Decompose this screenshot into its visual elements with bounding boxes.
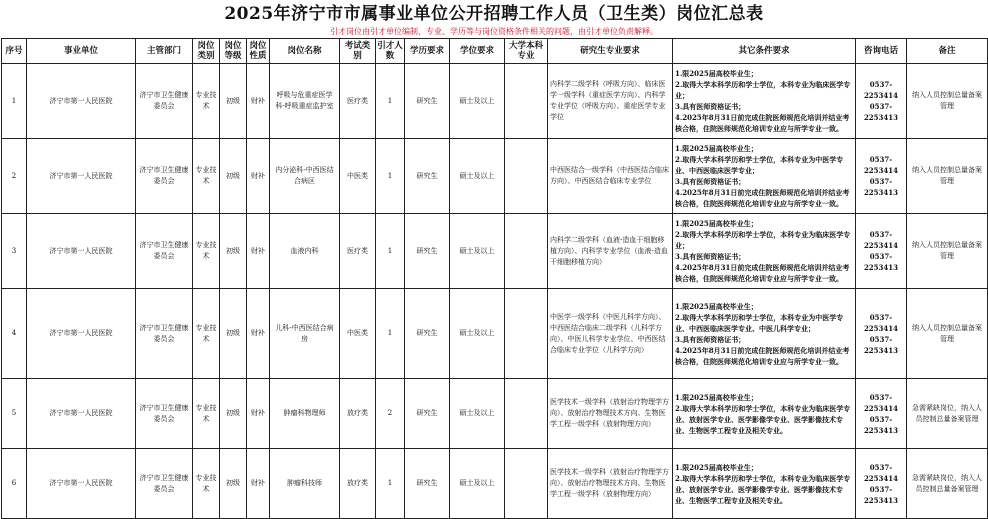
phone-line: 0537-2253413 xyxy=(863,177,899,197)
cell-position: 呼吸与危重症医学科-呼吸重症监护室 xyxy=(270,64,340,139)
other-line: 4.2025年8月31日前完成住院医师规范化培训并结业考核合格，住院医师规范化培训专业应与所学专业一致。 xyxy=(675,113,850,133)
cell-degree: 硕士及以上 xyxy=(450,214,505,289)
cell-education: 研究生 xyxy=(405,64,450,139)
cell-other xyxy=(673,289,856,379)
cell-unit: 济宁市第一人民医院 xyxy=(27,64,136,139)
cell-nature: 财补 xyxy=(247,379,270,449)
cell-phone xyxy=(856,449,907,519)
cell-exam: 中医类 xyxy=(340,139,376,214)
cell-unit: 济宁市第一人民医院 xyxy=(27,289,136,379)
cell-remark: 急需紧缺岗位，纳入人员控制总量备案管理 xyxy=(907,449,988,519)
cell-position: 肿瘤科技师 xyxy=(270,449,340,519)
other-line: 2.取得大学本科学历和学士学位，本科专业为临床医学专业； xyxy=(675,80,851,100)
cell-level: 初级 xyxy=(220,214,247,289)
cell-remark: 纳入人员控制总量备案管理 xyxy=(907,139,988,214)
cell-exam: 放疗类 xyxy=(340,379,376,449)
cell-unit: 济宁市第一人民医院 xyxy=(27,214,136,289)
cell-grad-major: 医学技术一级学科（放射治疗物理学方向）、放射治疗物理技术方向、生物医学工程一级学科（放射物理方向） xyxy=(548,379,673,449)
cell-dept: 济宁市卫生健康委员会 xyxy=(136,139,193,214)
other-line: 1.限2025届高校毕业生； xyxy=(675,462,758,472)
cell-dept: 济宁市卫生健康委员会 xyxy=(136,289,193,379)
page-title: 2025年济宁市市属事业单位公开招聘工作人员（卫生类）岗位汇总表 xyxy=(224,4,764,24)
cell-no: 3 xyxy=(2,214,27,289)
cell-level: 初级 xyxy=(220,139,247,214)
cell-exam: 中医类 xyxy=(340,289,376,379)
cell-grad-major: 内科学二级学科（呼吸方向）、临床医学一级学科（重症医学方向）、内科学专业学位（呼吸方向）、重症医学专业学位 xyxy=(548,64,673,139)
phone-line: 0537-2253414 xyxy=(863,312,899,333)
header-no: 序号 xyxy=(2,39,27,64)
cell-position: 内分泌科-中西医结合病区 xyxy=(270,139,340,214)
other-line: 4.2025年8月31日前完成住院医师规范化培训并结业考核合格，住院医师规范化培训专业应与所学专业一致。 xyxy=(675,263,850,283)
other-line: 1.限2025届高校毕业生； xyxy=(675,69,758,78)
cell-other xyxy=(673,139,856,214)
cell-dept: 济宁市卫生健康委员会 xyxy=(136,214,193,289)
cell-grad-major: 中医学一级学科（中医儿科学方向）、中西医结合临床二级学科（儿科学方向）、中医儿科学专业学位、中西医结合临床专业学位（儿科学方向） xyxy=(548,289,673,379)
cell-category: 专业技术 xyxy=(193,289,220,379)
cell-exam: 医疗类 xyxy=(340,64,376,139)
other-line: 4.2025年8月31日前完成住院医师规范化培训并结业考核合格，住院医师规范化培训专业应与所学专业一致。 xyxy=(675,345,850,366)
other-line: 3.具有医师资格证书； xyxy=(675,334,746,344)
cell-exam: 放疗类 xyxy=(340,449,376,519)
cell-position: 肿瘤科物理师 xyxy=(270,379,340,449)
cell-education: 研究生 xyxy=(405,139,450,214)
other-line: 3.具有医师资格证书； xyxy=(675,252,746,261)
header-exam: 考试类别 xyxy=(340,39,376,64)
cell-count: 1 xyxy=(376,289,405,379)
phone-line: 0537-2253414 xyxy=(863,230,899,250)
cell-unit: 济宁市第一人民医院 xyxy=(27,379,136,449)
cell-undergrad xyxy=(505,449,548,519)
header-category: 岗位类别 xyxy=(193,39,220,64)
table-row xyxy=(2,139,988,214)
cell-other xyxy=(673,449,856,519)
header-other: 其它条件要求 xyxy=(673,39,856,64)
table-row xyxy=(2,379,988,449)
cell-degree: 硕士及以上 xyxy=(450,139,505,214)
header-unit: 事业单位 xyxy=(27,39,136,64)
cell-nature: 财补 xyxy=(247,449,270,519)
header-count: 引才人数 xyxy=(376,39,405,64)
cell-phone xyxy=(856,289,907,379)
cell-remark: 急需紧缺岗位，纳入人员控制总量备案管理 xyxy=(907,379,988,449)
cell-unit: 济宁市第一人民医院 xyxy=(27,449,136,519)
cell-no: 1 xyxy=(2,64,27,139)
cell-phone xyxy=(856,379,907,449)
cell-dept: 济宁市卫生健康委员会 xyxy=(136,449,193,519)
other-line: 1.限2025届高校毕业生； xyxy=(675,144,758,153)
cell-education: 研究生 xyxy=(405,289,450,379)
header-dept: 主管部门 xyxy=(136,39,193,64)
cell-nature: 财补 xyxy=(247,64,270,139)
other-line: 1.限2025届高校毕业生； xyxy=(675,392,758,402)
phone-line: 0537-2253413 xyxy=(863,484,899,505)
cell-no: 4 xyxy=(2,289,27,379)
cell-count: 1 xyxy=(376,214,405,289)
phone-line: 0537-2253413 xyxy=(863,252,899,272)
phone-line: 0537-2253413 xyxy=(863,102,899,122)
cell-phone xyxy=(856,214,907,289)
cell-undergrad xyxy=(505,64,548,139)
cell-no: 6 xyxy=(2,449,27,519)
other-line: 3.具有医师资格证书； xyxy=(675,102,746,111)
other-line: 3.具有医师资格证书； xyxy=(675,177,746,186)
cell-undergrad xyxy=(505,139,548,214)
cell-grad-major: 医学技术一级学科（放射治疗物理学方向）、放射治疗物理技术方向、生物医学工程一级学科（放射物理方向） xyxy=(548,449,673,519)
cell-education: 研究生 xyxy=(405,214,450,289)
cell-level: 初级 xyxy=(220,64,247,139)
table-row xyxy=(2,449,988,519)
notice-text: 引才岗位由引才单位编制，专业、学历等与岗位资格条件相关的问题，由引才单位负责解释。 xyxy=(330,27,658,36)
cell-level: 初级 xyxy=(220,379,247,449)
phone-line: 0537-2253414 xyxy=(863,462,899,483)
cell-degree: 硕士及以上 xyxy=(450,289,505,379)
table-row xyxy=(2,64,988,139)
cell-unit: 济宁市第一人民医院 xyxy=(27,139,136,214)
other-line: 2.取得大学本科学历和学士学位，本科专业为临床医学专业； xyxy=(675,230,851,250)
cell-degree: 硕士及以上 xyxy=(450,379,505,449)
positions-table xyxy=(1,38,988,519)
cell-no: 2 xyxy=(2,139,27,214)
cell-count: 2 xyxy=(376,379,405,449)
cell-category: 专业技术 xyxy=(193,214,220,289)
cell-other xyxy=(673,214,856,289)
cell-level: 初级 xyxy=(220,449,247,519)
cell-category: 专业技术 xyxy=(193,139,220,214)
header-education: 学历要求 xyxy=(405,39,450,64)
cell-dept: 济宁市卫生健康委员会 xyxy=(136,64,193,139)
cell-phone xyxy=(856,64,907,139)
other-line: 4.2025年8月31日前完成住院医师规范化培训并结业考核合格，住院医师规范化培训专业应与所学专业一致。 xyxy=(675,188,850,208)
cell-exam: 医疗类 xyxy=(340,214,376,289)
header-undergrad: 大学本科专业 xyxy=(505,39,548,64)
phone-line: 0537-2253414 xyxy=(863,392,899,413)
header-degree: 学位要求 xyxy=(450,39,505,64)
other-line: 1.限2025届高校毕业生； xyxy=(675,219,758,228)
cell-count: 1 xyxy=(376,64,405,139)
cell-category: 专业技术 xyxy=(193,379,220,449)
cell-dept: 济宁市卫生健康委员会 xyxy=(136,379,193,449)
cell-position: 血液内科 xyxy=(270,214,340,289)
header-nature: 岗位性质 xyxy=(247,39,270,64)
cell-count: 1 xyxy=(376,449,405,519)
table-row xyxy=(2,289,988,379)
cell-grad-major: 中西医结合一级学科（中西医结合临床方向）、中西医结合临床专业学位 xyxy=(548,139,673,214)
cell-count: 1 xyxy=(376,139,405,214)
cell-no: 5 xyxy=(2,379,27,449)
header-row xyxy=(2,39,988,64)
cell-nature: 财补 xyxy=(247,214,270,289)
other-line: 2.取得大学本科学历和学士学位，本科专业为中医学专业、中西医临床医学专业、中医儿科学专业； xyxy=(675,312,844,333)
other-line: 1.限2025届高校毕业生； xyxy=(675,301,758,311)
cell-remark: 纳入人员控制总量备案管理 xyxy=(907,64,988,139)
cell-undergrad xyxy=(505,214,548,289)
cell-remark: 纳入人员控制总量备案管理 xyxy=(907,289,988,379)
header-grad-major: 研究生专业要求 xyxy=(548,39,673,64)
cell-category: 专业技术 xyxy=(193,449,220,519)
phone-line: 0537-2253413 xyxy=(863,414,899,435)
phone-line: 0537-2253414 xyxy=(863,80,899,100)
cell-phone xyxy=(856,139,907,214)
other-line: 2.取得大学本科学历和学士学位，本科专业为中医学专业、中西医临床医学专业； xyxy=(675,155,844,175)
header-level: 岗位等级 xyxy=(220,39,247,64)
cell-education: 研究生 xyxy=(405,449,450,519)
cell-position: 儿科-中西医结合病房 xyxy=(270,289,340,379)
cell-other xyxy=(673,379,856,449)
cell-degree: 硕士及以上 xyxy=(450,449,505,519)
phone-line: 0537-2253414 xyxy=(863,155,899,175)
other-line: 2.取得大学本科学历和学士学位，本科专业为临床医学专业、放射医学专业、医学影像学专业、医学影像技术专业、生物医学工程专业及相关专业。 xyxy=(675,473,851,505)
header-remark: 备注 xyxy=(907,39,988,64)
cell-nature: 财补 xyxy=(247,289,270,379)
table-row xyxy=(2,214,988,289)
cell-remark: 纳入人员控制总量备案管理 xyxy=(907,214,988,289)
cell-level: 初级 xyxy=(220,289,247,379)
cell-undergrad xyxy=(505,289,548,379)
cell-nature: 财补 xyxy=(247,139,270,214)
cell-degree: 硕士及以上 xyxy=(450,64,505,139)
cell-other xyxy=(673,64,856,139)
cell-category: 专业技术 xyxy=(193,64,220,139)
cell-undergrad xyxy=(505,379,548,449)
other-line: 2.取得大学本科学历和学士学位，本科专业为临床医学专业、放射医学专业、医学影像学专业、医学影像技术专业、生物医学工程专业及相关专业。 xyxy=(675,403,851,435)
header-phone: 咨询电话 xyxy=(856,39,907,64)
cell-education: 研究生 xyxy=(405,379,450,449)
header-position: 岗位名称 xyxy=(270,39,340,64)
phone-line: 0537-2253413 xyxy=(863,334,899,355)
cell-grad-major: 内科学二级学科（血液-造血干细胞移植方向）、内科学专业学位（血液-造血干细胞移植方向） xyxy=(548,214,673,289)
